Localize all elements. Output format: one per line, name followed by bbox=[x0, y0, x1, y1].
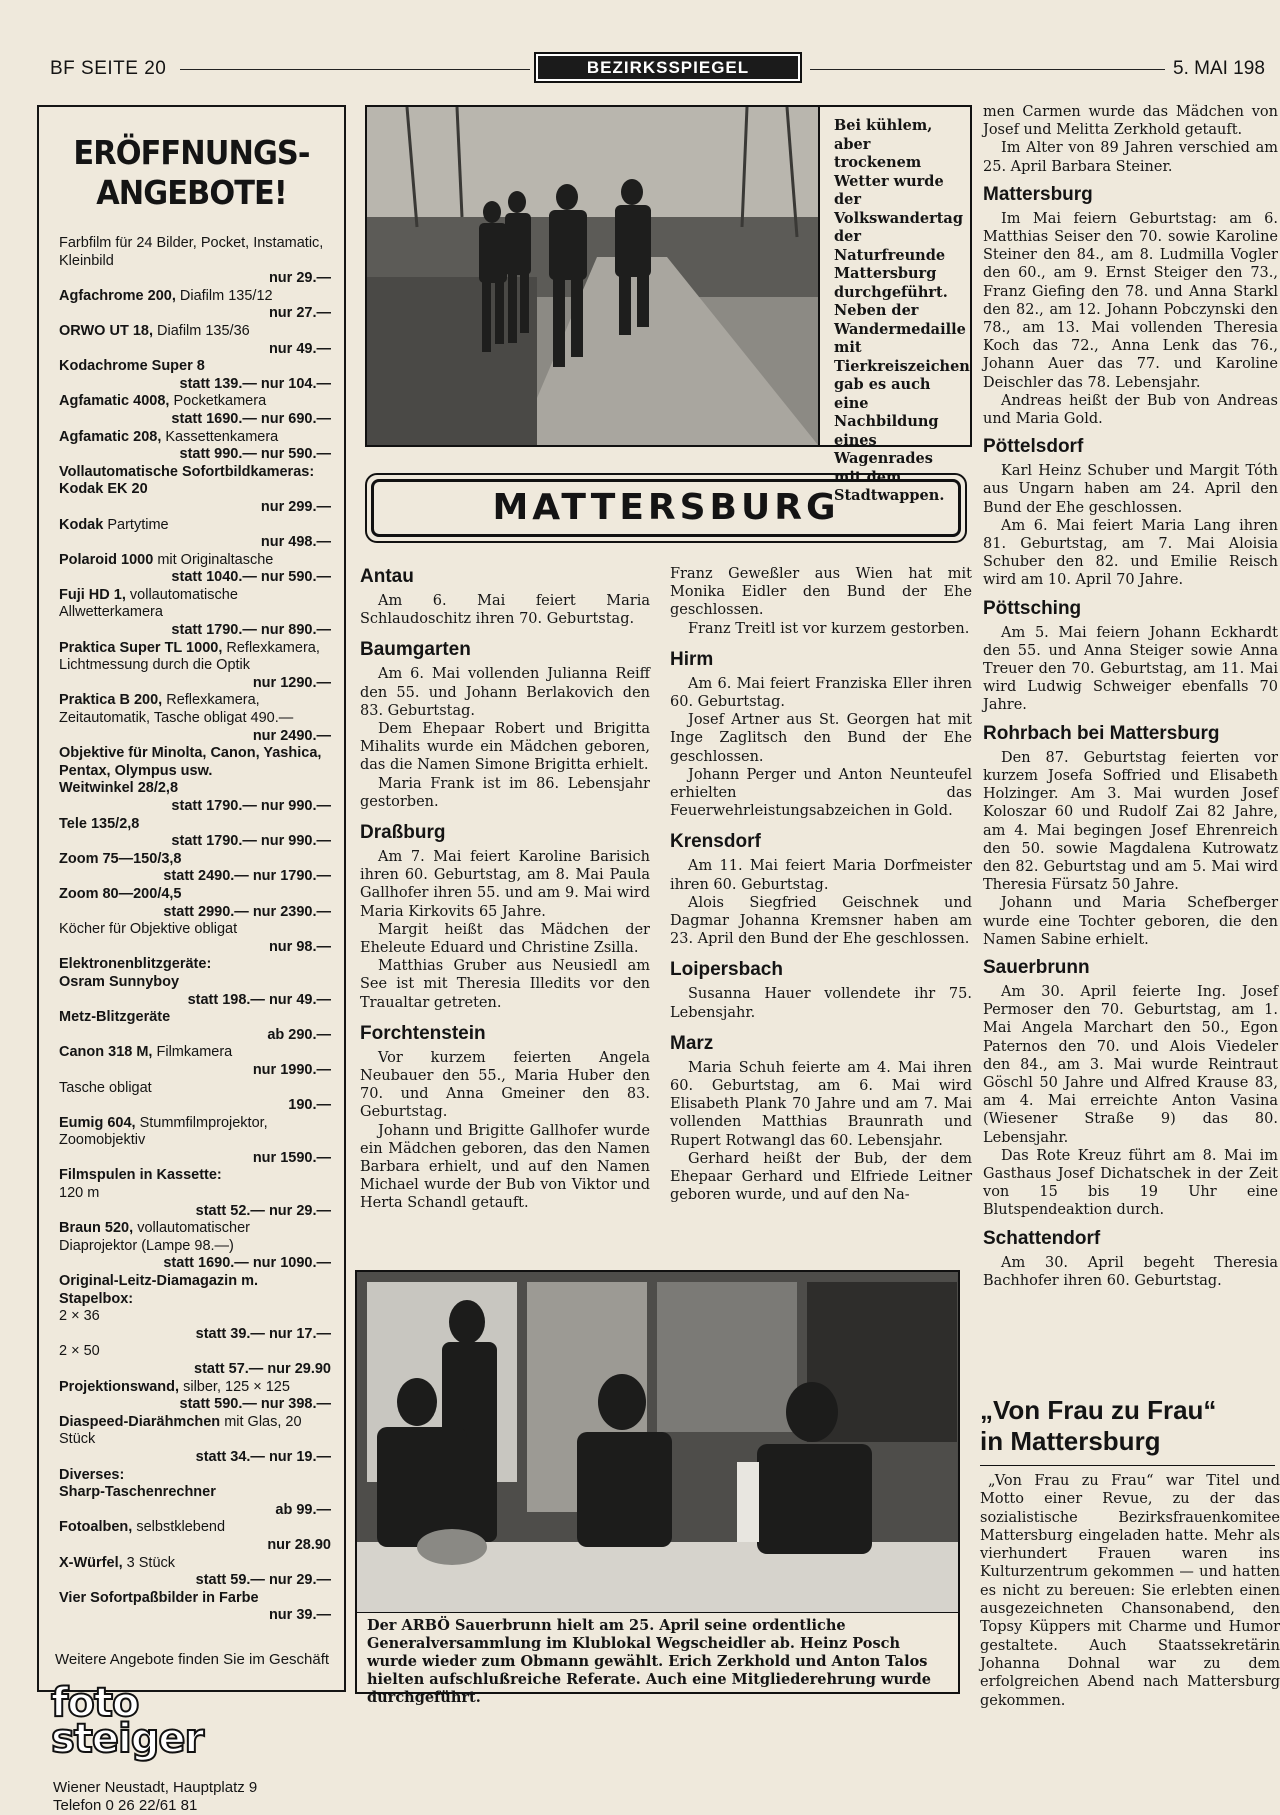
ad-item-price: statt 1690.— nur 1090.— bbox=[163, 1255, 331, 1272]
ad-item bbox=[59, 1080, 331, 1115]
ad-item-price: ab 290.— bbox=[267, 1026, 331, 1043]
ad-item bbox=[59, 886, 331, 921]
column-c bbox=[983, 103, 1278, 1297]
ad-item-desc: vollautomatische Allwetterkamera bbox=[59, 586, 238, 621]
ad-item-name: Weitwinkel 28/2,8 bbox=[59, 780, 179, 797]
logo-line2: steiger bbox=[51, 1715, 204, 1762]
news-paragraph: Karl Heinz Schuber und Margit Tóth aus Ungarn haben am 24. April den Bund der Ehe geschlossen. bbox=[983, 463, 1278, 516]
news-section bbox=[983, 722, 1278, 949]
ad-item-price: nur 49.— bbox=[268, 340, 331, 357]
section-banner-title: MATTERSBURG bbox=[371, 479, 961, 537]
ad-item-price: statt 59.— nur 29.— bbox=[195, 1572, 331, 1589]
ad-item-price: statt 590.— nur 398.— bbox=[179, 1396, 331, 1413]
ad-item bbox=[59, 1379, 331, 1414]
ad-item bbox=[59, 1044, 331, 1079]
section-heading: Marz bbox=[670, 1032, 714, 1054]
news-section bbox=[670, 830, 972, 948]
ad-item-price: nur 2490.— bbox=[252, 727, 331, 744]
ad-item-price: statt 39.— nur 17.— bbox=[195, 1325, 331, 1342]
ad-item-name: Braun 520, bbox=[59, 1220, 134, 1237]
ad-title bbox=[51, 133, 332, 213]
news-paragraph: Am 30. April begeht Theresia Bachhofer ihren 60. Geburtstag. bbox=[983, 1254, 1278, 1289]
ad-item-price: nur 299.— bbox=[260, 498, 331, 515]
ad-item-name: Fotoalben, bbox=[59, 1519, 133, 1536]
issue-date: 5. MAI 198 bbox=[1173, 58, 1265, 79]
news-section bbox=[670, 565, 972, 638]
feature-title bbox=[980, 1395, 1280, 1457]
news-paragraph: Im Alter von 89 Jahren verschied am 25. April Barbara Steiner. bbox=[983, 140, 1278, 175]
ad-item bbox=[59, 956, 331, 974]
ad-item-name: Elektronenblitzgeräte: bbox=[59, 956, 212, 973]
section-heading: Loipersbach bbox=[670, 959, 783, 981]
photo-arboe-caption: Der ARBÖ Sauerbrunn hielt am 25. April seine ordentliche Generalversammlung im Klublokal Wegscheidler ab. Heinz Posch wurde wieder zum Obmann gewählt. Erich Zerkhold und Anton Talos hielten aufschlußreiche Referate. Auch eine Mitgliederehrung wurde durchgeführt. bbox=[355, 1612, 960, 1694]
ad-item-name: Objektive für Minolta, Canon, Yashica, Pentax, Olympus usw. bbox=[59, 745, 322, 779]
section-heading: Antau bbox=[360, 566, 414, 587]
news-section bbox=[983, 956, 1278, 1220]
ad-item-name: Original-Leitz-Diamagazin m. Stapelbox: bbox=[59, 1273, 258, 1307]
ad-item bbox=[59, 587, 331, 640]
news-paragraph: Im Mai feiern Geburtstag: am 6. Matthias Seiser den 70. sowie Karoline Steiner den 84., am 8. Ludmilla Vogler den 60., am 9. Ernst Steiger den 73., Franz Giefing den 78. und Anna Starkl den 82., am 12. Johann Pobczynski den 78., am 13. Mai vollenden Theresia Koch das 72., Anna Lenk das 76., Johann Auer das 77. und Karoline Deischler das 78. Lebensjahr. bbox=[983, 210, 1278, 391]
ad-item-desc: Stummfilmprojektor, Zoomobjektiv bbox=[59, 1114, 268, 1149]
ad-item-price: statt 34.— nur 19.— bbox=[195, 1448, 331, 1465]
ad-item-price: nur 1590.— bbox=[252, 1149, 331, 1166]
news-paragraph: Den 87. Geburtstag feierten vor kurzem Josefa Soffried und Elisabeth Holzinger. Am 3. Mai wurden Josef Koloszar 60 und Rudolf Zai 82 Jahre, am 4. Mai begingen Josef Ehrenreich den 50. sowie Magdalena Kutrowatz den 82. Geburtstag und am 5. Mai wird Theresia Fürsatz 50 Jahre. bbox=[983, 749, 1278, 894]
ad-item-price: statt 1790.— nur 990.— bbox=[171, 798, 331, 814]
news-section bbox=[983, 103, 1278, 176]
ad-item-desc: silber, 125 × 125 bbox=[183, 1378, 290, 1395]
ad-item-price: statt 198.— nur 49.— bbox=[187, 991, 331, 1008]
ad-item-price: nur 498.— bbox=[260, 534, 331, 551]
ad-item-name: Zoom 80—200/4,5 bbox=[59, 885, 182, 902]
ad-item bbox=[59, 1590, 331, 1625]
news-paragraph: Am 11. Mai feiert Maria Dorfmeister ihren 60. Geburtstag. bbox=[670, 858, 972, 893]
ad-item-name: X-Würfel, bbox=[59, 1554, 123, 1571]
news-paragraph: Am 5. Mai feiern Johann Eckhardt den 55. und Anna Steiger sowie Anna Treuer den 70. Geburtstag, am 11. Mai wird Ludwig Schweiger ebenfalls 70 Jahre. bbox=[983, 624, 1278, 714]
ad-item-name: Diverses: bbox=[59, 1466, 125, 1483]
ad-item bbox=[59, 288, 331, 323]
ad-item-desc: mit Glas, 20 Stück bbox=[59, 1413, 302, 1448]
photo-arboe-meeting bbox=[355, 1270, 960, 1615]
section-heading: Rohrbach bei Mattersburg bbox=[983, 722, 1220, 744]
ad-item bbox=[59, 517, 331, 552]
news-paragraph: Franz Geweßler aus Wien hat mit Monika Eidler den Bund der Ehe geschlossen. bbox=[670, 566, 972, 619]
ad-item-name: Osram Sunnyboy bbox=[59, 973, 180, 990]
news-section bbox=[360, 565, 650, 628]
ad-item-desc: Reflexkamera, Lichtmessung durch die Optik bbox=[59, 639, 320, 674]
news-section bbox=[983, 597, 1278, 715]
news-section bbox=[670, 648, 972, 821]
ad-address-block bbox=[53, 1779, 344, 1815]
ad-item-name: Filmspulen in Kassette: bbox=[59, 1167, 222, 1184]
news-paragraph: Am 6. Mai vollenden Julianna Reiff den 55. und Johann Berlakovich den 83. Geburtstag. bbox=[360, 666, 650, 719]
news-paragraph: Matthias Gruber aus Neusiedl am See ist mit Theresia Illedits vor den Traualtar getreten. bbox=[360, 958, 650, 1011]
news-paragraph: Josef Artner aus St. Georgen hat mit Inge Zaglitsch den Bund der Ehe geschlossen. bbox=[670, 712, 972, 765]
ad-item-desc: Köcher für Objektive obligat bbox=[59, 921, 238, 938]
advertisement-foto-steiger bbox=[37, 105, 346, 1814]
news-paragraph: Franz Treitl ist vor kurzem gestorben. bbox=[688, 620, 970, 637]
ad-item-name: Kodachrome Super 8 bbox=[59, 358, 205, 375]
ad-item-desc: Farbfilm für 24 Bilder, Pocket, Instamatic, Kleinbild bbox=[59, 235, 324, 269]
ad-item bbox=[59, 745, 331, 780]
news-paragraph: Johann Perger und Anton Neunteufel erhielten das Feuerwehrleistungsabzeichen in Gold. bbox=[670, 766, 972, 820]
ad-item-name: Vollautomatische Sofortbildkameras: bbox=[59, 463, 315, 480]
feature-title-line1: „Von Frau zu Frau“ bbox=[980, 1395, 1217, 1425]
news-paragraph: Johann und Maria Schefberger wurde eine Tochter geboren, die den Namen Sabine erhielt. bbox=[983, 895, 1278, 948]
ad-item-price: nur 98.— bbox=[268, 938, 331, 955]
news-paragraph: Maria Schuh feierte am 4. Mai ihren 60. Geburtstag, am 6. Mai wird Elisabeth Plank 70 Jahre und am 7. Mai vollenden Matthias Braunrath und Rupert Rotwangl das 60. Lebensjahr. bbox=[670, 1059, 972, 1149]
news-paragraph: Vor kurzem feierten Angela Neubauer den 55., Maria Huber den 70. und Anna Gmeiner den 83. Geburtstag. bbox=[360, 1049, 650, 1121]
ad-item bbox=[59, 1555, 331, 1590]
news-section bbox=[983, 435, 1278, 589]
news-paragraph: Das Rote Kreuz führt am 8. Mai im Gasthaus Josef Dichatschek in der Zeit von 15 bis 19 Uhr eine Blutspendeaktion durch. bbox=[983, 1147, 1278, 1219]
ad-item-name: Canon 318 M, bbox=[59, 1044, 153, 1061]
ad-item bbox=[59, 464, 331, 482]
ad-item bbox=[59, 1343, 331, 1378]
section-heading: Pöttelsdorf bbox=[983, 436, 1084, 458]
ad-item-price: statt 2990.— nur 2390.— bbox=[163, 903, 331, 920]
ad-item bbox=[59, 1009, 331, 1044]
ad-item-name: Agfamatic 208, bbox=[59, 428, 162, 445]
ad-item-name: Eumig 604, bbox=[59, 1114, 136, 1131]
ad-item bbox=[59, 429, 331, 464]
feature-title-line2: in Mattersburg bbox=[980, 1426, 1161, 1456]
ad-item bbox=[59, 235, 331, 288]
ad-item-price: nur 27.— bbox=[268, 305, 331, 322]
ad-item bbox=[59, 974, 331, 1009]
column-a bbox=[360, 565, 650, 1223]
ad-item bbox=[59, 1167, 331, 1185]
ad-item-name: Kodak bbox=[59, 516, 104, 533]
section-heading: Hirm bbox=[670, 648, 714, 670]
ad-item-price: statt 52.— nur 29.— bbox=[195, 1202, 331, 1219]
news-paragraph: Andreas heißt der Bub von Andreas und Maria Gold. bbox=[983, 392, 1278, 428]
ad-address: Wiener Neustadt, Hauptplatz 9 bbox=[53, 1778, 258, 1796]
foto-steiger-logo bbox=[51, 1679, 344, 1762]
ad-item-desc: 2 × 50 bbox=[59, 1343, 100, 1360]
ad-item bbox=[59, 816, 331, 851]
ad-item-desc: 2 × 36 bbox=[59, 1308, 100, 1325]
news-paragraph: Johann und Brigitte Gallhofer wurde ein Mädchen geboren, das den Namen Barbara erhielt, und auf den Namen Michael wurde der Bub von Viktor und Herta Schandl getauft. bbox=[360, 1122, 650, 1212]
ad-item bbox=[59, 358, 331, 393]
section-label-text: BEZIRKSSPIEGEL bbox=[538, 56, 798, 79]
ad-item-price: statt 2490.— nur 1790.— bbox=[163, 868, 331, 885]
ad-item-name: Projektionswand, bbox=[59, 1378, 180, 1395]
ad-title-line1: ERÖFFNUNGS- bbox=[73, 133, 310, 172]
section-heading: Mattersburg bbox=[983, 183, 1093, 205]
ad-item-price: statt 57.— nur 29.90 bbox=[194, 1361, 331, 1377]
ad-item-price: statt 1040.— nur 590.— bbox=[171, 569, 331, 586]
news-paragraph: Am 6. Mai feiert Maria Schlaudoschitz ihren 70. Geburtstag. bbox=[360, 593, 650, 628]
ad-item bbox=[59, 780, 331, 815]
ad-offer-list bbox=[59, 235, 331, 1625]
ad-item-name: Agfamatic 4008, bbox=[59, 393, 170, 410]
ad-item-price: statt 139.— nur 104.— bbox=[179, 375, 331, 392]
section-heading: Pöttsching bbox=[983, 597, 1082, 619]
ad-item-price: nur 29.— bbox=[268, 270, 331, 287]
ad-item-price: statt 1790.— nur 990.— bbox=[171, 833, 331, 850]
ad-item-name: Praktica Super TL 1000, bbox=[59, 639, 223, 656]
feature-rule bbox=[980, 1465, 1275, 1466]
ad-item-name: Polaroid 1000 bbox=[59, 551, 154, 568]
ad-item-desc: 120 m bbox=[59, 1185, 100, 1202]
ad-item-price: statt 1790.— nur 890.— bbox=[171, 622, 331, 639]
news-paragraph: Am 30. April feierte Ing. Josef Permoser den 70. Geburtstag, am 1. Mai Angela Marchart den 50., Egon Paternos den 70. und Alois Viedeler den 84., am 3. Mai wurde Reintraut Göschl 50 Jahre und Alfred Krause 83, am 4. Mai erreichte Anton Vasina (Wiesener Straße 9) das 80. Lebensjahr. bbox=[983, 983, 1278, 1146]
ad-item bbox=[59, 323, 331, 358]
ad-item-name: Kodak EK 20 bbox=[59, 481, 148, 498]
header-rule-right bbox=[810, 69, 1165, 70]
ad-item bbox=[59, 851, 331, 886]
ad-item-desc: Reflexkamera, Zeitautomatik, Tasche obligat 490.— bbox=[59, 692, 294, 727]
ad-item bbox=[59, 921, 331, 956]
ad-item-price: nur 1290.— bbox=[252, 674, 331, 691]
ad-item-price: statt 1690.— nur 690.— bbox=[171, 410, 331, 427]
ad-more-offers: Weitere Angebote finden Sie im Geschäft bbox=[55, 1650, 330, 1668]
ad-item bbox=[59, 1273, 331, 1308]
ad-item bbox=[59, 1185, 331, 1220]
ad-item-desc: Diafilm 135/12 bbox=[179, 287, 273, 304]
news-section bbox=[983, 1227, 1278, 1290]
ad-item-desc: Partytime bbox=[107, 516, 169, 533]
ad-item-price: statt 990.— nur 590.— bbox=[179, 446, 331, 463]
news-paragraph: Dem Ehepaar Robert und Brigitta Mihalits wurde ein Mädchen geboren, das die Namen Simone Brigitta erhielt. bbox=[360, 721, 650, 774]
ad-item bbox=[59, 393, 331, 428]
ad-item-name: Praktica B 200, bbox=[59, 692, 163, 709]
header-rule-left bbox=[180, 69, 530, 70]
ad-item bbox=[59, 481, 331, 516]
photo-hikers-caption: Bei kühlem, aber trockenem Wetter wurde der Volkswandertag der Naturfreunde Mattersburg durchgeführt. Neben der Wandermedaille mit Tierkreiszeichen gab es auch eine Nachbildung eines Wagenrades mit dem Stadtwappen. bbox=[820, 105, 972, 447]
news-section bbox=[360, 638, 650, 811]
feature-article bbox=[980, 1395, 1280, 1710]
ad-item-price: nur 28.90 bbox=[267, 1536, 331, 1553]
ad-item-name: Sharp-Taschenrechner bbox=[59, 1484, 216, 1501]
news-paragraph: Margit heißt das Mädchen der Eheleute Eduard und Christine Zsilla. bbox=[360, 921, 650, 957]
ad-item-name: Agfachrome 200, bbox=[59, 287, 176, 304]
section-heading: Baumgarten bbox=[360, 639, 471, 661]
news-paragraph: Susanna Hauer vollendete ihr 75. Lebensjahr. bbox=[670, 986, 972, 1021]
news-section bbox=[360, 821, 650, 1012]
column-b bbox=[670, 565, 972, 1214]
ad-item-desc: Diafilm 135/36 bbox=[157, 322, 250, 339]
logo-line1: foto bbox=[51, 1679, 139, 1726]
section-label bbox=[534, 52, 802, 83]
news-paragraph: Alois Siegfried Geischnek und Dagmar Johanna Kremsner haben am 23. April den Bund der Ehe geschlossen. bbox=[670, 894, 972, 948]
ad-item-desc: selbstklebend bbox=[136, 1519, 226, 1536]
ad-item-name: Vier Sofortpaßbilder in Farbe bbox=[59, 1589, 259, 1606]
ad-item-desc: vollautomatischer Diaprojektor (Lampe 98.—) bbox=[59, 1220, 251, 1254]
ad-item-desc: Pocketkamera bbox=[173, 393, 267, 410]
ad-item-price: 190.— bbox=[288, 1097, 331, 1114]
ad-item bbox=[59, 1484, 331, 1519]
section-heading: Draßburg bbox=[360, 822, 446, 844]
ad-item-name: ORWO UT 18, bbox=[59, 322, 153, 339]
ad-phone: Telefon 0 26 22/61 81 bbox=[53, 1796, 198, 1814]
ad-item bbox=[59, 1308, 331, 1343]
news-paragraph: Am 6. Mai feiert Maria Lang ihren 81. Geburtstag, am 7. Mai Aloisia Schuber den 82. und Emilie Reisch wird am 10. April 70 Jahre. bbox=[983, 517, 1278, 589]
news-section bbox=[983, 183, 1278, 428]
ad-item bbox=[59, 692, 331, 745]
page-number: BF SEITE 20 bbox=[50, 58, 167, 79]
news-paragraph: Am 6. Mai feiert Franziska Eller ihren 60. Geburtstag. bbox=[670, 675, 972, 711]
ad-item bbox=[59, 640, 331, 693]
ad-item-price: ab 99.— bbox=[275, 1501, 331, 1518]
ad-item-desc: mit Originaltasche bbox=[157, 551, 274, 568]
news-section bbox=[360, 1022, 650, 1213]
ad-item bbox=[59, 1414, 331, 1467]
ad-title-line2: ANGEBOTE! bbox=[96, 173, 287, 212]
ad-item-desc: Tasche obligat bbox=[59, 1079, 152, 1096]
photo-arboe-meeting-image bbox=[357, 1272, 958, 1613]
news-paragraph: men Carmen wurde das Mädchen von Josef und Melitta Zerkhold getauft. bbox=[983, 104, 1278, 139]
section-heading: Schattendorf bbox=[983, 1227, 1101, 1249]
ad-item-name: Fuji HD 1, bbox=[59, 586, 126, 603]
ad-item-desc: Kassettenkamera bbox=[165, 428, 279, 445]
news-section bbox=[670, 1032, 972, 1205]
section-heading: Sauerbrunn bbox=[983, 956, 1090, 978]
feature-body: „Von Frau zu Frau“ war Titel und Motto einer Revue, zu der das sozialistische Bezirksfrauenkomitee Mattersburg eingeladen hatte. Mehr als vierhundert Frauen waren ins Kulturzentrum gekommen — und hatten es nicht zu bereuen: Sie erlebten einen ausgezeichneten Chansonabend, den Topsy Küppers mit Charme und Humor gestaltete. Auch Staatssekretärin Johanna Dohnal war zu dem erfolgreichen Abend nach Mattersburg gekommen. bbox=[980, 1473, 1280, 1709]
ad-item bbox=[59, 1115, 331, 1168]
news-paragraph: Maria Frank ist im 86. Lebensjahr gestorben. bbox=[360, 775, 650, 810]
news-section bbox=[670, 958, 972, 1021]
ad-item-name: Zoom 75—150/3,8 bbox=[59, 850, 182, 867]
ad-item-price: nur 1990.— bbox=[252, 1061, 331, 1078]
news-paragraph: Gerhard heißt der Bub, der dem Ehepaar Gerhard und Elfriede Leitner geboren wurde, und auf den Na- bbox=[670, 1150, 972, 1204]
ad-item-desc: Filmkamera bbox=[156, 1044, 233, 1061]
ad-item-price: nur 39.— bbox=[268, 1607, 331, 1624]
section-heading: Forchtenstein bbox=[360, 1022, 486, 1044]
ad-item-name: Diaspeed-Diarähmchen bbox=[59, 1413, 221, 1430]
photo-hikers bbox=[365, 105, 820, 447]
ad-item-name: Tele 135/2,8 bbox=[59, 815, 140, 832]
section-heading: Krensdorf bbox=[670, 831, 761, 853]
photo-hikers-image bbox=[367, 107, 818, 445]
ad-item bbox=[59, 1467, 331, 1485]
ad-item-desc: 3 Stück bbox=[126, 1554, 176, 1571]
ad-item bbox=[59, 552, 331, 587]
ad-item bbox=[59, 1519, 331, 1554]
ad-item-name: Metz-Blitzgeräte bbox=[59, 1009, 171, 1026]
ad-item bbox=[59, 1220, 331, 1273]
news-paragraph: Am 7. Mai feiert Karoline Barisich ihren 60. Geburtstag, am 8. Mai Paula Gallhofer ihren 55. und am 9. Mai wird Maria Kirkovits 65 Jahre. bbox=[360, 849, 650, 920]
section-banner bbox=[365, 473, 967, 543]
